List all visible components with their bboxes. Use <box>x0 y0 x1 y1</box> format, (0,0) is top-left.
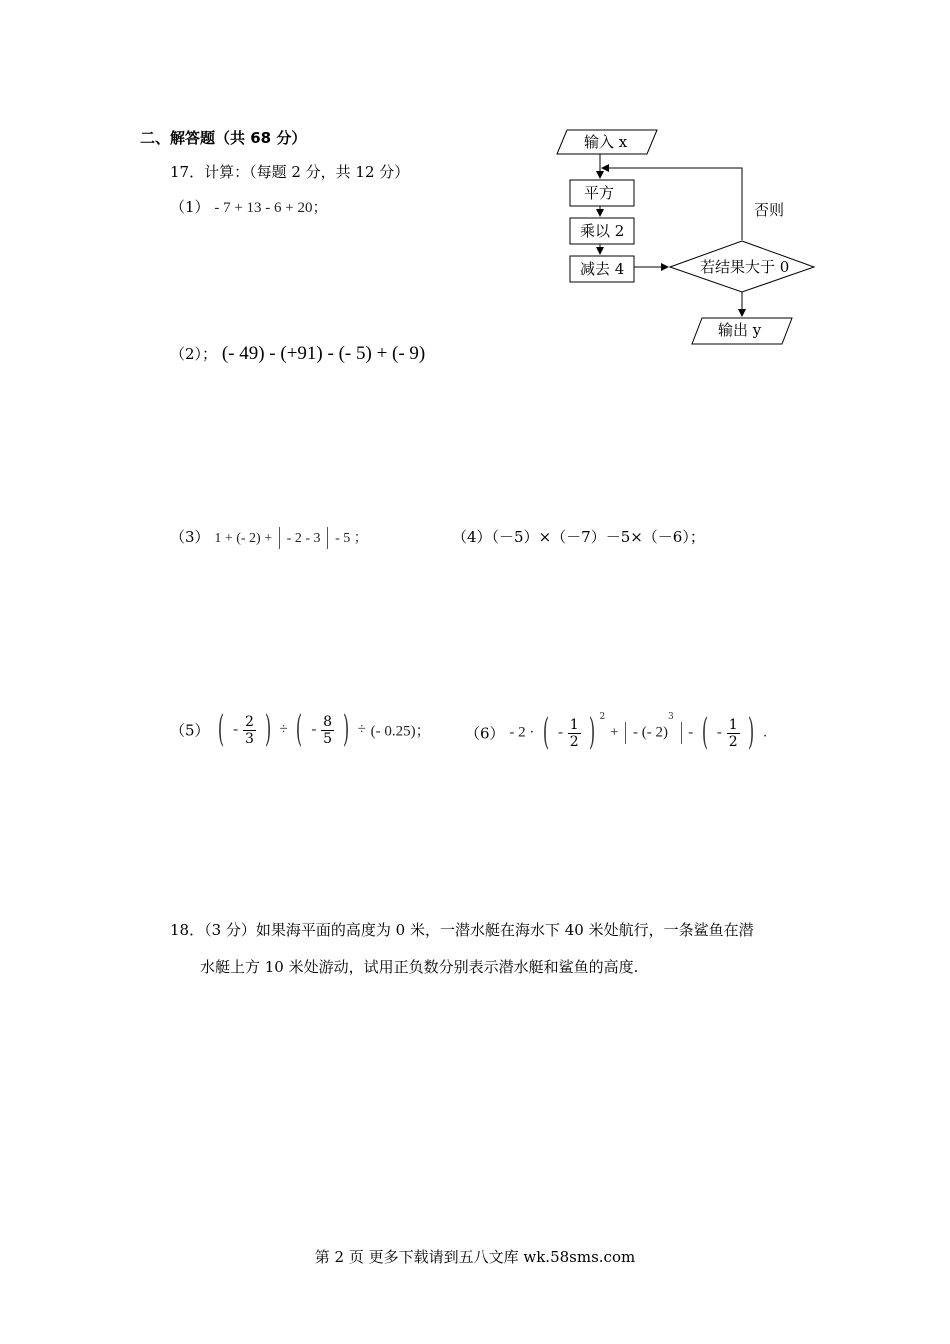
numerator: 1 <box>569 716 579 733</box>
expression-b: - 2 - 3 <box>286 531 321 546</box>
decision-label: 若结果大于 0 <box>700 258 790 276</box>
section-title: 二、解答题（共 68 分） <box>140 129 307 147</box>
q17-part3 <box>170 526 368 549</box>
part-label: （5） <box>170 721 210 740</box>
denominator: 5 <box>323 730 333 747</box>
part-label: （2）； <box>170 345 218 363</box>
exponent: 3 <box>668 712 674 722</box>
paren-close: ) <box>264 709 271 750</box>
abs-bar-right <box>681 722 682 744</box>
paren-open: ( <box>542 712 550 753</box>
expression-a: - 2 · <box>509 724 535 741</box>
tail-expression: (- 0.25)； <box>370 723 431 740</box>
else-label: 否则 <box>754 201 785 219</box>
minus: - <box>557 724 563 741</box>
page-footer: 第 2 页 更多下载请到五八文库 wk.58sms.com <box>314 1248 636 1266</box>
output-label: 输出 y <box>718 321 762 339</box>
minus: - <box>311 721 317 738</box>
divide: ÷ <box>279 721 288 738</box>
plus: + <box>609 724 619 741</box>
q18-line1: 18．（3 分）如果海平面的高度为 0 米，一潜水艇在海水下 40 米处航行，一条鲨鱼在潜 <box>170 921 754 939</box>
expression-a: 1 + (- 2) + <box>214 531 273 546</box>
fraction-2 <box>321 714 334 747</box>
flowchart <box>540 120 840 360</box>
exponent: 2 <box>599 712 606 722</box>
period: . <box>763 724 767 741</box>
abs-bar-left <box>279 527 280 549</box>
paren-open: ( <box>296 709 303 750</box>
paren-open: ( <box>701 712 709 753</box>
fraction-1 <box>568 717 581 750</box>
q17-part5 <box>170 709 431 750</box>
step-multiply-label: 乘以 2 <box>580 222 625 240</box>
input-label: 输入 x <box>584 133 628 151</box>
paren-open: ( <box>218 709 225 750</box>
expression: - 7 + 13 - 6 + 20； <box>214 200 328 216</box>
minus: - <box>233 721 239 738</box>
part-label: （1） <box>170 198 210 216</box>
q17-part6 <box>465 712 767 751</box>
denominator: 2 <box>569 733 579 750</box>
expression-c: - (- 2) <box>633 724 668 741</box>
q17-part1 <box>170 196 328 217</box>
part-label: （6） <box>465 724 505 743</box>
minus: - <box>716 724 722 741</box>
part-label: （3） <box>170 528 210 546</box>
q17-part4: （4）（－5）×（－7）－5×（－6）； <box>452 528 705 546</box>
paren-close: ) <box>748 712 755 753</box>
q18-line2: 水艇上方 10 米处游动，试用正负数分别表示潜水艇和鲨鱼的高度. <box>200 958 639 976</box>
paren-close: ) <box>589 712 596 753</box>
q17-part2 <box>170 343 425 365</box>
minus: - <box>688 724 694 741</box>
divide: ÷ <box>357 721 366 738</box>
numerator: 8 <box>323 713 333 730</box>
numerator: 2 <box>244 713 254 730</box>
fraction-2 <box>727 717 740 750</box>
expression-c: - 5 ； <box>335 531 368 546</box>
fraction-1 <box>243 714 256 747</box>
step-subtract-label: 减去 4 <box>580 260 625 278</box>
expression: (- 49) - (+91) - (- 5) + (- 9) <box>221 343 426 364</box>
denominator: 3 <box>244 730 254 747</box>
numerator: 1 <box>728 716 738 733</box>
abs-bar-left <box>625 722 626 744</box>
paren-close: ) <box>342 709 349 750</box>
q17-stem: 17．计算：（每题 2 分，共 12 分） <box>170 163 410 181</box>
step-square-label: 平方 <box>584 184 615 202</box>
abs-bar-right <box>327 527 328 549</box>
denominator: 2 <box>728 733 738 750</box>
